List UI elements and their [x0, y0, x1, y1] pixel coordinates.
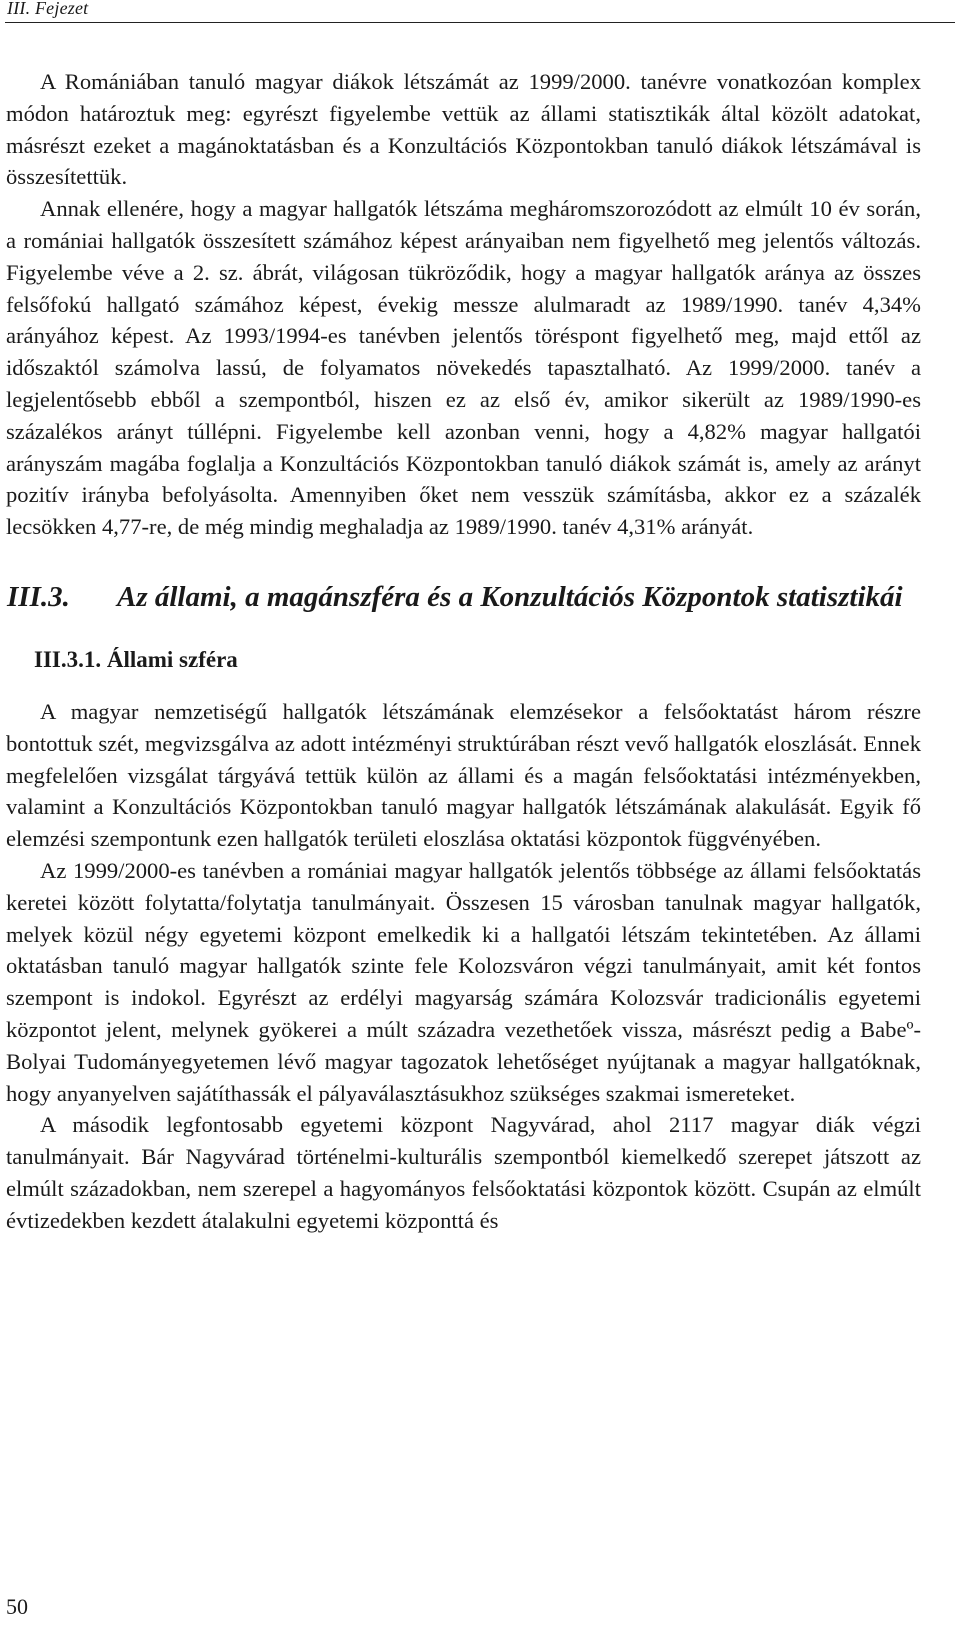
section-title-text: Az állami, a magánszféra és a Konzultációs Központok statisztikái	[117, 580, 903, 613]
body-paragraph-2: Annak ellenére, hogy a magyar hallgatók létszáma megháromszorozódott az elmúlt 10 év során, a romániai hallgatók összesített számához képest arányaiban nem figyelhető meg jelentős változás. Figyelembe véve a 2. sz. ábrát, világosan tükröződik, hogy a magyar hallgatók aránya az összes felsőfokú hallgató számához képest, évekig messze alulmaradt az 1989/1990. tanév 4,34% arányához képest. Az 1993/1994-es tanévben jelentős töréspont figyelhető meg, majd ettől az időszaktól számolva lassú, de folyamatos növekedés tapasztalható. Az 1999/2000. tanév a legjelentősebb ebből a szempontból, hiszen ez az első év, amikor sikerült az 1989/1990-es százalékos arányt túllépni. Figyelembe kell azonban venni, hogy a 4,82% magyar hallgatói arányszám magába foglalja a Konzultációs Központokban tanuló diákok számát is, amely az arányt pozitív irányba befolyásolta. Amennyiben őket nem vesszük számításba, akkor ez a százalék lecsökken 4,77-re, de még mindig meghaladja az 1989/1990. tanév 4,31% arányát.	[6, 196, 921, 540]
chapter-label: III. Fejezet	[7, 0, 89, 18]
body-paragraph-4: Az 1999/2000-es tanévben a romániai magyar hallgatók jelentős többsége az állami felsőoktatás keretei között folytatta/folytatja tanulmányait. Összesen 15 városban tanulnak magyar hallgatók, melyek közül négy egyetemi központ emelkedik ki a hallgatói létszám tekintetében. Az állami oktatásban tanuló magyar hallgatók szinte fele Kolozsváron végzi tanulmányait, amit két fontos szempont is indokol. Egyrészt az erdélyi magyarság számára Kolozsvár tradicionális egyetemi központot jelent, melynek gyökerei a múlt századra vezethetőek vissza, másrészt pedig a Babeº-Bolyai Tudományegyetemen lévő magyar tagozatok lehetőséget nyújtanak a magyar hallgatóknak, hogy anyanyelven sajátíthassák el pályaválasztásukhoz szükséges szakmai ismereteket.	[6, 857, 921, 1106]
subsection-heading: III.3.1. Állami szféra	[34, 646, 238, 672]
page-body	[6, 66, 921, 1237]
running-header	[5, 0, 955, 23]
body-paragraph-5: A második legfontosabb egyetemi központ Nagyvárad, ahol 2117 magyar diák végzi tanulmányait. Bár Nagyvárad történelmi-kulturális szempontból kiemelkedő szerepet játszott az elmúlt századokban, nem szerepel a hagyományos felsőoktatási központok között. Csupán az elmúlt évtizedekben kezdett átalakulni egyetemi központtá és	[6, 1112, 921, 1233]
section-number: III.3.	[7, 580, 70, 613]
body-paragraph-3: A magyar nemzetiségű hallgatók létszámának elemzésekor a felsőoktatást három részre bontottuk szét, megvizsgálva az adott intézményi struktúrában részt vevő hallgatók eloszlását. Ennek megfelelően vizsgálat tárgyává tettük külön az állami és a magán felsőoktatási intézményekben, valamint a Konzultációs Központokban tanuló magyar hallgatók létszámának alakulását. Egyik fő elemzési szempontunk ezen hallgatók területi eloszlása oktatási központok függvényében.	[6, 698, 921, 852]
section-heading	[7, 579, 921, 615]
page-number: 50	[6, 1594, 28, 1619]
body-paragraph-1: A Romániában tanuló magyar diákok létszámát az 1999/2000. tanévre vonatkozóan komplex módon határoztuk meg: egyrészt figyelembe vettük az állami statisztikák által közölt adatokat, másrészt ezeket a magánoktatásban és a Konzultációs Központokban tanuló diákok létszámával is összesítettük.	[6, 69, 921, 190]
